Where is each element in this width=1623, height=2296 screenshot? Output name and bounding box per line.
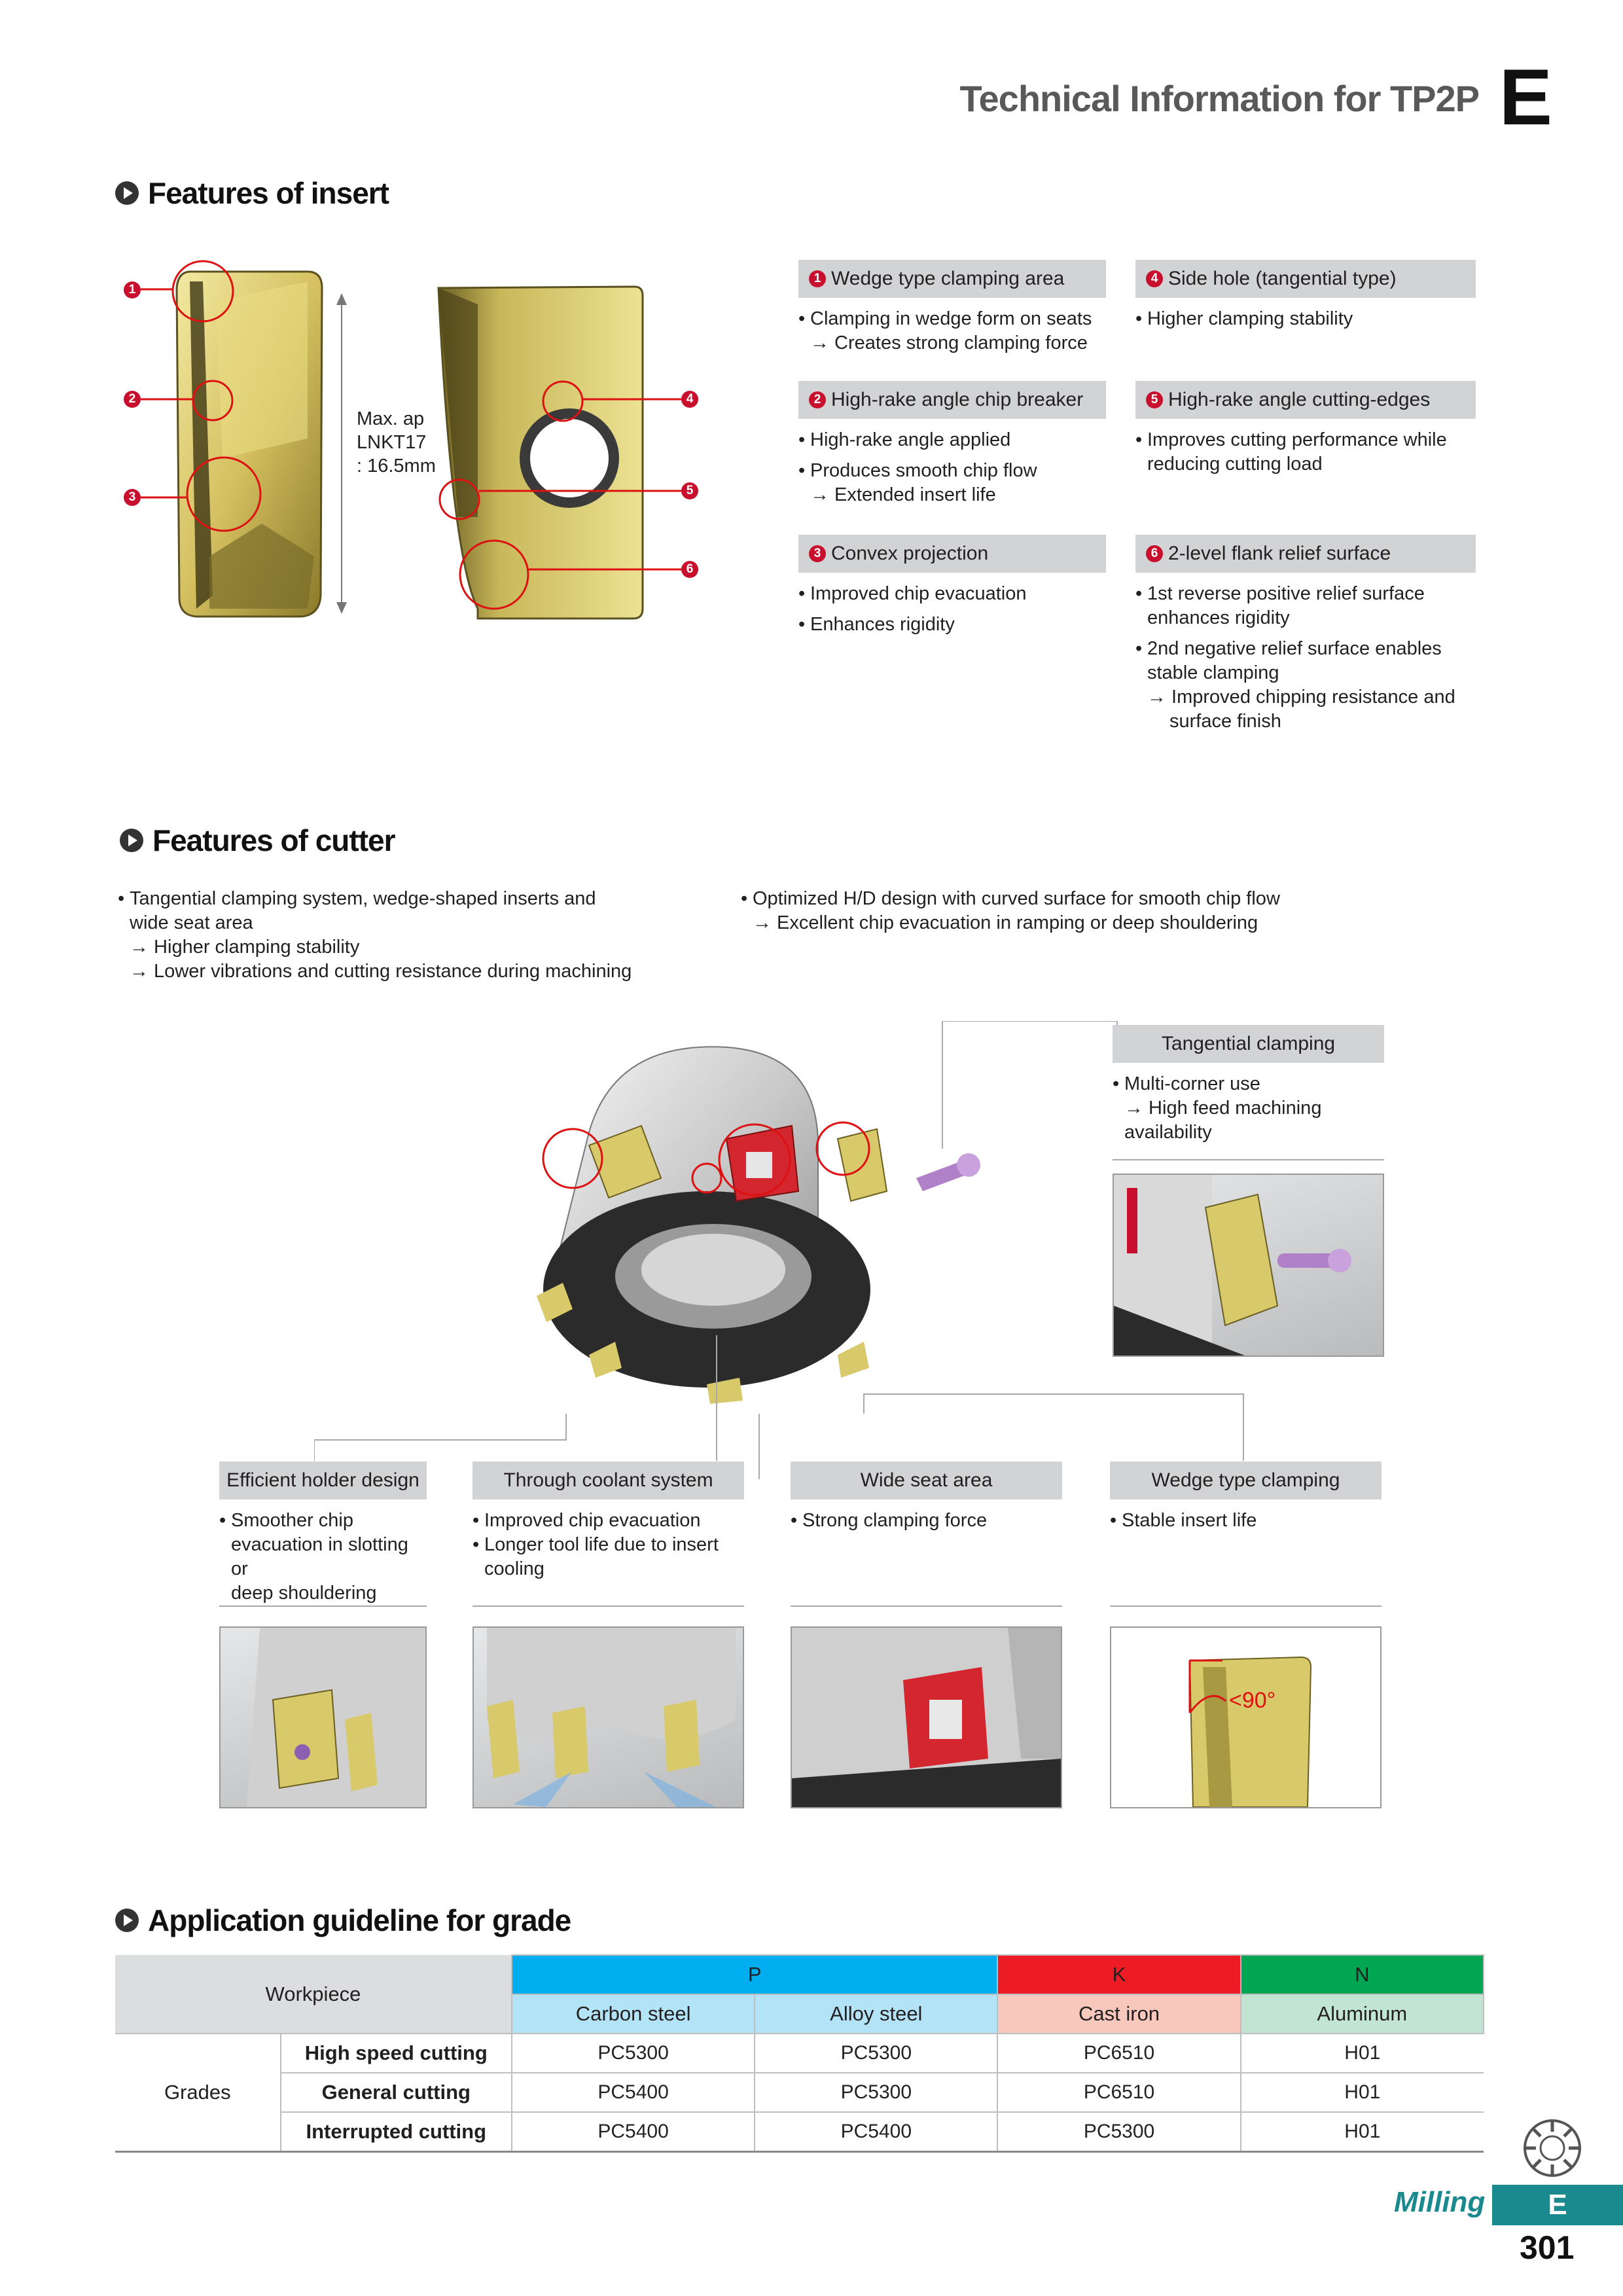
grade-table — [115, 1954, 1484, 2153]
section-title-cutter — [120, 823, 395, 858]
callout-number: 4 — [681, 391, 698, 408]
group-header-k: K — [997, 1955, 1240, 1994]
max-ap-label — [357, 407, 436, 478]
cutter-subline: → Higher clamping stability — [130, 937, 360, 958]
feature-title-bar — [798, 260, 1106, 298]
grade-cell: PC6510 — [997, 2073, 1240, 2112]
cutter-left-text — [118, 887, 707, 984]
feature-subline: reducing cutting load — [1147, 454, 1323, 475]
feature-number: 3 — [809, 545, 826, 562]
section-arrow-icon — [115, 181, 139, 205]
dimension-line: Max. ap — [357, 408, 425, 429]
callout-number: 2 — [124, 391, 141, 408]
wedge-clamping-photo — [1110, 1626, 1382, 1808]
insert-top-view — [177, 272, 322, 617]
grades-label: Grades — [115, 2034, 281, 2152]
angle-label: <90° — [1229, 1688, 1276, 1713]
grade-cell: PC6510 — [997, 2034, 1240, 2073]
material-header: Aluminum — [1241, 1994, 1484, 2034]
panel-divider — [1113, 1159, 1384, 1160]
panel-bullet: • Multi-corner use — [1113, 1072, 1384, 1096]
box-bullet: • Strong clamping force — [791, 1509, 1062, 1533]
section-title-grade — [115, 1903, 571, 1938]
grade-cell: PC5400 — [755, 2112, 997, 2152]
dimension-line: LNKT17 — [357, 432, 427, 453]
coolant-system-box — [473, 1462, 744, 1808]
grade-cell: PC5300 — [997, 2112, 1240, 2152]
feature-block-4 — [1135, 260, 1476, 331]
box-divider — [791, 1605, 1062, 1607]
cutter-subline: → Excellent chip evacuation in ramping or deep shouldering — [753, 912, 1258, 933]
box-bullet: • Smoother chip — [219, 1509, 427, 1533]
cutter-subline: wide seat area — [130, 912, 253, 933]
section-title-text: Application guideline for grade — [148, 1903, 571, 1937]
page-number: 301 — [1520, 2229, 1575, 2266]
feature-block-5 — [1135, 381, 1476, 476]
feature-bullet: • 1st reverse positive relief surface — [1135, 582, 1476, 606]
box-bullet: • Longer tool life due to insert — [473, 1533, 744, 1557]
grade-cell: H01 — [1241, 2034, 1484, 2073]
wedge-clamping-illustration — [1111, 1628, 1380, 1807]
feature-title: Side hole (tangential type) — [1168, 268, 1397, 289]
feature-number: 1 — [809, 270, 826, 287]
feature-subline: → Creates strong clamping force — [810, 332, 1088, 353]
grade-cell: H01 — [1241, 2073, 1484, 2112]
feature-title: 2-level flank relief surface — [1168, 543, 1391, 564]
feature-block-3 — [798, 535, 1106, 637]
section-title-insert — [115, 175, 389, 211]
material-header: Carbon steel — [512, 1994, 755, 2034]
coolant-system-illustration — [474, 1628, 743, 1807]
feature-bullet: • High-rake angle applied — [798, 428, 1106, 452]
grade-cell: PC5300 — [755, 2073, 997, 2112]
box-subline: deep shouldering — [231, 1583, 377, 1604]
feature-number: 2 — [809, 391, 826, 408]
feature-bullet: • Higher clamping stability — [1135, 307, 1476, 331]
feature-subline: → Improved chipping resistance and — [1147, 687, 1455, 708]
milling-cutter-icon — [1522, 2117, 1584, 2179]
feature-number: 6 — [1146, 545, 1163, 562]
section-title-text: Features of cutter — [152, 823, 395, 857]
feature-bullet: • Improves cutting performance while — [1135, 428, 1476, 452]
feature-title-bar — [1135, 260, 1476, 298]
feature-bullet: • Produces smooth chip flow — [798, 459, 1106, 483]
feature-number: 5 — [1146, 391, 1163, 408]
box-title: Wide seat area — [791, 1462, 1062, 1499]
feature-title: High-rake angle cutting-edges — [1168, 389, 1431, 410]
box-divider — [1110, 1605, 1382, 1607]
feature-block-2 — [798, 381, 1106, 507]
box-subline: cooling — [484, 1558, 544, 1579]
cutter-subline: → Lower vibrations and cutting resistance during machining — [130, 961, 632, 982]
section-arrow-icon — [120, 829, 143, 852]
footer-category: Milling — [1394, 2186, 1486, 2218]
grade-cell: PC5400 — [512, 2073, 755, 2112]
chapter-letter: E — [1499, 52, 1552, 141]
grade-cell: PC5300 — [512, 2034, 755, 2073]
callout-number: 1 — [124, 281, 141, 298]
feature-bullet: • Clamping in wedge form on seats — [798, 307, 1106, 331]
page-header-title: Technical Information for TP2P — [959, 78, 1479, 119]
callout-number: 5 — [681, 482, 698, 499]
cutter-bullet: • Tangential clamping system, wedge-shaped inserts and — [118, 887, 707, 911]
grade-cell: PC5300 — [755, 2034, 997, 2073]
wide-seat-box — [791, 1462, 1062, 1808]
feature-title-bar — [798, 381, 1106, 419]
box-title: Wedge type clamping — [1110, 1462, 1382, 1499]
tangential-clamping-panel — [1113, 1025, 1384, 1357]
section-arrow-icon — [115, 1909, 139, 1932]
feature-subline: → Extended insert life — [810, 484, 996, 505]
group-header-n: N — [1241, 1955, 1484, 1994]
feature-subline: enhances rigidity — [1147, 607, 1290, 628]
feature-block-6 — [1135, 535, 1476, 734]
workpiece-header: Workpiece — [115, 1955, 512, 2034]
material-header: Cast iron — [997, 1994, 1240, 2034]
grade-cell: H01 — [1241, 2112, 1484, 2152]
footer-letter-tab: E — [1492, 2185, 1623, 2225]
row-label: High speed cutting — [281, 2034, 512, 2073]
feature-bullet: • Enhances rigidity — [798, 613, 1106, 637]
callout-number: 3 — [124, 489, 141, 506]
feature-number: 4 — [1146, 270, 1163, 287]
feature-title: High-rake angle chip breaker — [831, 389, 1084, 410]
box-bullet: • Stable insert life — [1110, 1509, 1382, 1533]
holder-design-photo — [219, 1626, 427, 1808]
box-bullet: • Improved chip evacuation — [473, 1509, 744, 1533]
max-ap-dimension — [336, 293, 347, 614]
cutter-bullet: • Optimized H/D design with curved surface for smooth chip flow — [741, 887, 1395, 911]
box-divider — [473, 1605, 744, 1607]
dimension-line: : 16.5mm — [357, 456, 436, 476]
tangential-clamping-photo — [1113, 1174, 1384, 1357]
feature-title: Wedge type clamping area — [831, 268, 1065, 289]
feature-block-1 — [798, 260, 1106, 355]
material-header: Alloy steel — [755, 1994, 997, 2034]
group-header-p: P — [512, 1955, 997, 1994]
feature-bullet: • 2nd negative relief surface enables — [1135, 637, 1476, 661]
box-title: Through coolant system — [473, 1462, 744, 1499]
cutter-right-text — [741, 887, 1395, 935]
panel-subline: → High feed machining availability — [1124, 1098, 1322, 1143]
wide-seat-illustration — [792, 1628, 1061, 1807]
wedge-clamping-box — [1110, 1462, 1382, 1808]
box-title: Efficient holder design — [219, 1462, 427, 1499]
feature-title-bar — [1135, 381, 1476, 419]
row-label: Interrupted cutting — [281, 2112, 512, 2152]
section-title-text: Features of insert — [148, 176, 389, 210]
callout-number: 6 — [681, 561, 698, 578]
wide-seat-photo — [791, 1626, 1062, 1808]
box-subline: evacuation in slotting or — [231, 1534, 408, 1579]
coolant-system-photo — [473, 1626, 744, 1808]
holder-design-box — [219, 1462, 427, 1808]
box-divider — [219, 1605, 427, 1607]
panel-title: Tangential clamping — [1113, 1025, 1384, 1063]
feature-title: Convex projection — [831, 543, 989, 564]
row-label: General cutting — [281, 2073, 512, 2112]
feature-subline: stable clamping — [1147, 662, 1279, 683]
feature-subline: surface finish — [1169, 711, 1281, 732]
holder-design-illustration — [221, 1628, 425, 1807]
feature-title-bar — [798, 535, 1106, 573]
grade-cell: PC5400 — [512, 2112, 755, 2152]
feature-bullet: • Improved chip evacuation — [798, 582, 1106, 606]
feature-title-bar — [1135, 535, 1476, 573]
tangential-clamping-illustration — [1114, 1175, 1383, 1355]
